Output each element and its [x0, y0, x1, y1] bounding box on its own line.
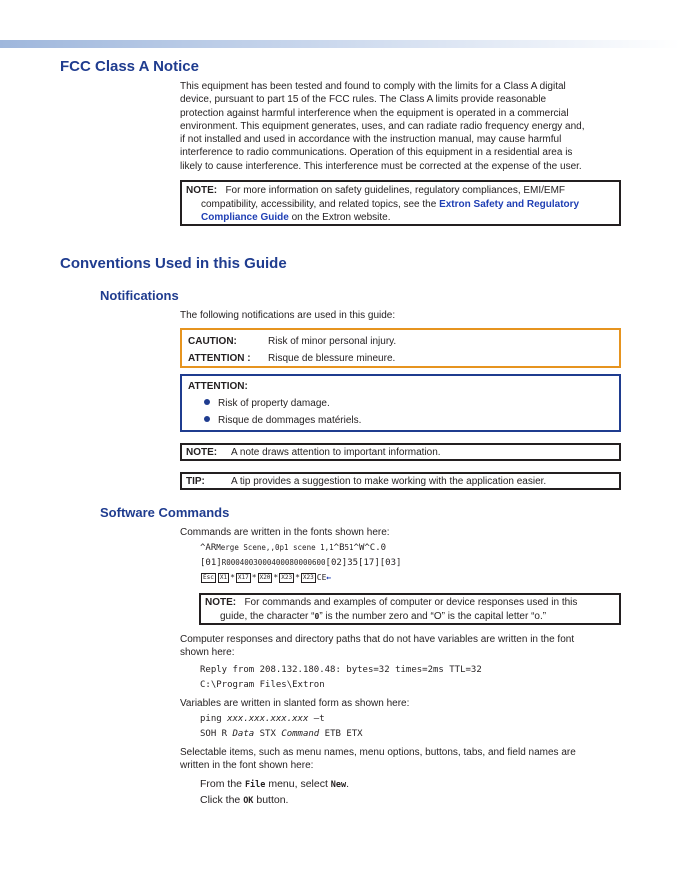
- key-box: X23: [302, 574, 314, 581]
- cmd-part: *: [273, 573, 279, 582]
- variable-part: xxx.xxx.xxx.xxx: [227, 714, 309, 724]
- path-example: C:\Program Files\Extron: [200, 680, 325, 690]
- conventions-heading: Conventions Used in this Guide: [60, 255, 287, 272]
- ping-example: [200, 714, 325, 724]
- fcc-line: protection against harmful interference when the equipment is operated in a commercial: [180, 107, 569, 119]
- cmd-part: 51: [344, 543, 354, 552]
- fcc-line: if not installed and used in accordance with the instruction manual, may cause harmful: [180, 134, 562, 146]
- cmd-part: —t: [308, 714, 325, 724]
- note-text: compatibility, accessibility, and related topics, see the: [201, 198, 440, 210]
- note-text: on the Extron website.: [288, 212, 391, 223]
- variable-part: Data: [232, 729, 255, 739]
- note-label: NOTE:: [186, 185, 218, 196]
- cmd-part: STX: [254, 729, 282, 739]
- notifications-heading: Notifications: [100, 288, 179, 303]
- fcc-line: This equipment has been tested and found to comply with the limits for a Class A digital: [180, 81, 566, 92]
- responses-intro: [180, 633, 620, 660]
- attention-box: [180, 374, 621, 432]
- attention-label: ATTENTION:: [188, 381, 248, 392]
- reply-example: Reply from 208.132.180.48: bytes=32 times=2ms TTL=32: [200, 665, 482, 675]
- note-box: [180, 443, 621, 461]
- soh-example: [200, 729, 363, 739]
- note-text: guide, the character “: [220, 610, 315, 622]
- selectable-line: Selectable items, such as menu names, menu options, buttons, tabs, and field names are: [180, 747, 576, 758]
- attention-item: [188, 395, 613, 412]
- cmd-part: ^W^C.0: [353, 543, 387, 553]
- example-text: From the: [200, 778, 245, 790]
- cmd-part: CE: [316, 573, 327, 582]
- fcc-line: environment. This equipment generates, uses, and can radiate radio frequency energy and,: [180, 120, 585, 132]
- responses-line: shown here:: [180, 647, 235, 659]
- key-box: Esc: [203, 574, 214, 581]
- software-commands-heading: Software Commands: [100, 505, 230, 520]
- note-label: NOTE:: [186, 447, 218, 458]
- attention-item-text: Risque de dommages matériels.: [218, 415, 362, 426]
- menu-option: New: [330, 780, 347, 790]
- selectable-intro: [180, 746, 620, 773]
- button-name: OK: [243, 796, 254, 806]
- key-box: X1: [219, 574, 228, 581]
- bullet-icon: [204, 416, 210, 422]
- cmd-part: [02]35[17][03]: [325, 558, 402, 568]
- safety-guide-link-cont[interactable]: Compliance Guide: [201, 212, 289, 223]
- cmd-part: *: [251, 573, 257, 582]
- cmd-part: *: [230, 573, 235, 582]
- example-text: button.: [253, 794, 289, 806]
- note-text: For more information on safety guidelines, regulatory compliances, EMI/EMF: [225, 185, 566, 196]
- cmd-part: SOH R: [200, 729, 233, 739]
- example-text: Click the: [200, 794, 244, 806]
- cmd-part: R: [221, 558, 227, 567]
- cmd-part: ^B: [333, 543, 345, 553]
- example-text: menu, select: [265, 778, 331, 790]
- fcc-heading: FCC Class A Notice: [60, 58, 199, 75]
- zero-char: 0: [314, 611, 320, 621]
- note-text: For commands and examples of computer or device responses used in this: [244, 597, 578, 608]
- fcc-line: likely to cause interference. This interference must be corrected at the expense of the user.: [180, 160, 582, 172]
- note-text: ” is the number zero and “O” is the capital letter “o.”: [319, 610, 547, 622]
- cmd-part: Merge Scene,,0p1 scene 1,1: [216, 543, 334, 552]
- fcc-note-box: [180, 180, 621, 226]
- bullet-icon: [204, 399, 210, 405]
- cmd-part: 0004003000400080000600: [226, 558, 326, 567]
- cmd-part: ^AR: [200, 543, 217, 553]
- tip-text: A tip provides a suggestion to make working with the application easier.: [231, 476, 547, 487]
- fcc-line: device, pursuant to part 15 of the FCC rules. The Class A limits provide reasonable: [180, 94, 547, 106]
- key-box: X23: [281, 574, 293, 581]
- header-accent-bar: [0, 40, 680, 48]
- responses-line: Computer responses and directory paths that do not have variables are written in the font: [180, 634, 575, 645]
- cmd-part: ETB ETX: [319, 729, 363, 739]
- example-text: .: [346, 778, 350, 790]
- note-text: A note draws attention to important information.: [231, 447, 441, 458]
- fcc-line: interference to radio communications. Operation of this equipment in a residential area is: [180, 147, 573, 159]
- attention-item: [188, 412, 613, 429]
- command-example-2: [200, 558, 401, 568]
- fcc-paragraph: [180, 80, 620, 173]
- tip-box: [180, 472, 621, 490]
- return-arrow-icon: ←: [326, 573, 332, 582]
- cmd-part: [01]: [200, 558, 222, 568]
- command-example-3: [200, 573, 331, 583]
- notifications-intro: The following notifications are used in this guide:: [180, 310, 396, 321]
- attention-item-text: Risk of property damage.: [218, 398, 330, 409]
- command-example-1: [200, 543, 386, 553]
- command-note-box: [199, 593, 621, 625]
- cmd-part: *: [295, 573, 300, 582]
- selectable-line: written in the font shown here:: [180, 760, 314, 772]
- commands-intro: Commands are written in the fonts shown here:: [180, 527, 390, 538]
- file-menu-example: [200, 778, 349, 790]
- menu-name: File: [244, 780, 266, 790]
- caution-text-fr: Risque de blessure mineure.: [268, 353, 396, 364]
- safety-guide-link[interactable]: Extron Safety and Regulatory: [439, 198, 580, 210]
- cmd-part: ping: [200, 714, 228, 724]
- caution-text: Risk of minor personal injury.: [268, 336, 397, 347]
- variable-part: Command: [281, 729, 320, 739]
- caution-box: [180, 328, 621, 368]
- note-label: NOTE:: [205, 597, 237, 608]
- variables-intro: Variables are written in slanted form as shown here:: [180, 698, 410, 709]
- tip-label: TIP:: [186, 476, 205, 487]
- ok-button-example: [200, 794, 288, 806]
- caution-label-fr: ATTENTION :: [188, 353, 251, 364]
- key-box: X20: [259, 574, 271, 581]
- key-box: X17: [237, 574, 249, 581]
- caution-label: CAUTION:: [188, 336, 237, 347]
